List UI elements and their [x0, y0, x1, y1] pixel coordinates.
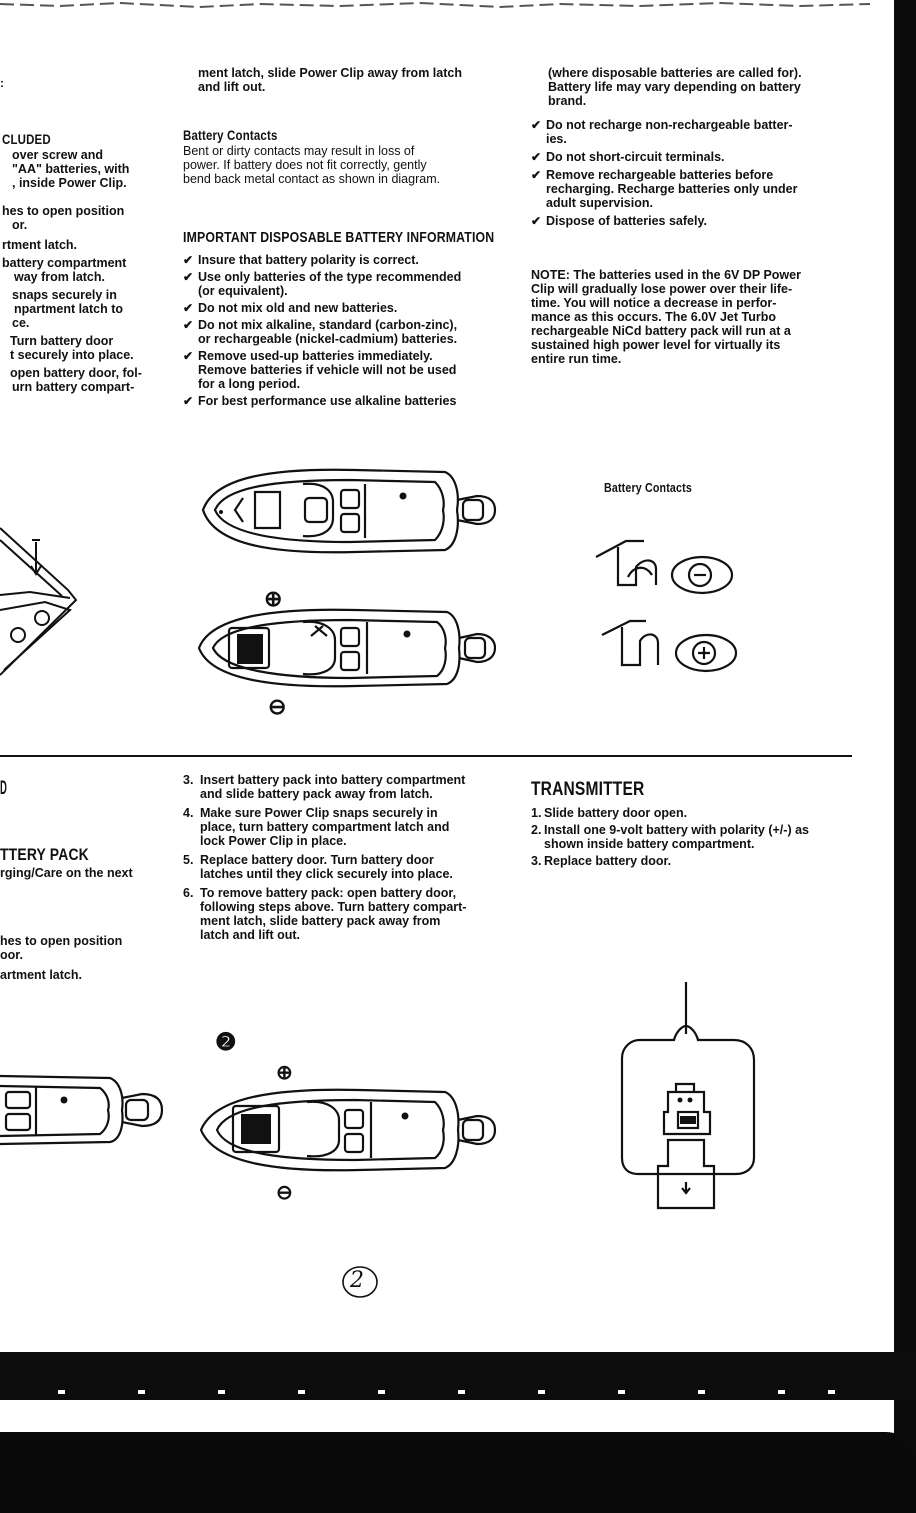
- disposable-battery-list: [183, 253, 513, 408]
- col1-bottom-heading: D: [0, 778, 7, 799]
- col2-bottom-steps: [183, 773, 523, 942]
- col1-bottom-text: [0, 866, 170, 982]
- text-line: Remove used-up batteries immediately.: [198, 349, 433, 363]
- text-line: Bent or dirty contacts may result in loss of: [183, 144, 415, 158]
- text-line: oor.: [0, 948, 23, 962]
- list-item: [531, 118, 861, 146]
- text-line: latch and lift out.: [200, 928, 300, 942]
- col3-bullets: [531, 118, 861, 228]
- text-line: and slide battery pack away from latch.: [200, 787, 433, 801]
- boat-battery-pack-illustration: [195, 1082, 515, 1178]
- text-line: Slide battery door open.: [544, 806, 688, 820]
- battery-contacts-text: [183, 144, 513, 186]
- text-line: or rechargeable (nickel-cadmium) batteries.: [198, 332, 458, 346]
- text-line: Use only batteries of the type recommended: [198, 270, 462, 284]
- text-line: Insert battery pack into battery compartment: [200, 773, 466, 787]
- text-line: rging/Care on the next: [0, 866, 133, 880]
- text-line: Battery life may vary depending on battery: [548, 80, 801, 94]
- text-line: Do not mix old and new batteries.: [198, 301, 398, 315]
- col1-top-text: [2, 148, 172, 394]
- page-number: 2: [350, 1268, 364, 1293]
- check-icon: ✔: [531, 168, 542, 182]
- list-item: [183, 773, 523, 801]
- check-icon: ✔: [183, 394, 194, 408]
- text-line: time. You will notice a decrease in perfor-: [531, 296, 777, 310]
- check-icon: ✔: [183, 301, 194, 315]
- text-line: Do not mix alkaline, standard (carbon-zinc),: [198, 318, 458, 332]
- list-item: [183, 253, 513, 267]
- boat-top-view-illustration: [185, 462, 515, 562]
- col2-top: [198, 66, 518, 94]
- text-line: recharging. Recharge batteries only under: [546, 182, 798, 196]
- list-item: [183, 349, 513, 391]
- list-item: [531, 168, 861, 210]
- text-line: lock Power Clip in place.: [200, 834, 347, 848]
- text-line: brand.: [548, 94, 587, 108]
- text-line: To remove battery pack: open battery door,: [200, 886, 457, 900]
- plus-symbol: ⊕: [276, 1062, 293, 1084]
- text-line: Replace battery door.: [544, 854, 672, 868]
- text-line: hes to open position: [0, 934, 123, 948]
- step-number: 6.: [183, 886, 194, 900]
- transmitter-illustration: [618, 982, 768, 1232]
- note-paragraph: [531, 268, 861, 366]
- text-line: Make sure Power Clip snaps securely in: [200, 806, 438, 820]
- battery-contacts-illustration: [596, 535, 746, 685]
- scan-dots: [0, 1390, 916, 1394]
- text-line: Do not short-circuit terminals.: [546, 150, 725, 164]
- list-item: [183, 318, 513, 346]
- text-line: latches until they click securely into place.: [200, 867, 453, 881]
- check-icon: ✔: [531, 150, 542, 164]
- text-line: npartment latch to: [14, 302, 124, 316]
- boat-battery-compartment-illustration: [185, 604, 515, 694]
- list-item: [531, 823, 871, 851]
- text-line: t securely into place.: [10, 348, 134, 362]
- check-icon: ✔: [183, 349, 194, 363]
- step-number: 5.: [183, 853, 194, 867]
- text-line: ies.: [546, 132, 567, 146]
- scan-right-border: [894, 0, 916, 1513]
- check-icon: ✔: [531, 214, 542, 228]
- disposable-battery-heading: IMPORTANT DISPOSABLE BATTERY INFORMATION: [183, 229, 495, 246]
- text-line: rtment latch.: [2, 238, 78, 252]
- list-item: [531, 214, 861, 228]
- text-line: Replace battery door. Turn battery door: [200, 853, 434, 867]
- text-line: battery compartment: [2, 256, 127, 270]
- list-item: [531, 150, 861, 164]
- text-line: sustained high power level for virtually its: [531, 338, 781, 352]
- section-divider: [0, 755, 852, 757]
- power-clip-illustration: [0, 500, 110, 670]
- text-line: "AA" batteries, with: [12, 162, 130, 176]
- step-number: 4.: [183, 806, 194, 820]
- step-number: 1.: [531, 806, 542, 820]
- list-item: [531, 806, 871, 820]
- list-item: [183, 853, 523, 881]
- list-item: [183, 301, 513, 315]
- text-line: ment latch, slide Power Clip away from latch: [198, 66, 462, 80]
- boat-partial-illustration: [0, 1070, 175, 1150]
- check-icon: ✔: [531, 118, 542, 132]
- list-item: [183, 394, 513, 408]
- list-item: [183, 886, 523, 942]
- step-number: 3.: [183, 773, 194, 787]
- text-line: or.: [12, 218, 28, 232]
- text-line: Remove rechargeable batteries before: [546, 168, 774, 182]
- text-line: and lift out.: [198, 80, 266, 94]
- scan-noise-top: [0, 0, 880, 10]
- battery-pack-heading: TTERY PACK: [0, 845, 89, 864]
- check-icon: ✔: [183, 270, 194, 284]
- step-2-marker: ❷: [215, 1029, 237, 1056]
- text-line: For best performance use alkaline batteries: [198, 394, 457, 408]
- list-item: [183, 806, 523, 848]
- minus-symbol: ⊖: [268, 694, 287, 719]
- text-line: way from latch.: [14, 270, 105, 284]
- col3-top: [548, 66, 868, 108]
- text-line: over screw and: [12, 148, 104, 162]
- text-line: Install one 9-volt battery with polarity (+/-) as: [544, 823, 809, 837]
- text-line: open battery door, fol-: [10, 366, 142, 380]
- battery-contacts-figure-title: Battery Contacts: [604, 480, 692, 495]
- text-line: Remove batteries if vehicle will not be used: [198, 363, 457, 377]
- text-line: Do not recharge non-rechargeable batter-: [546, 118, 793, 132]
- transmitter-steps: [531, 806, 871, 868]
- text-line: snaps securely in: [12, 288, 117, 302]
- included-heading: CLUDED: [2, 131, 51, 147]
- step-number: 3.: [531, 854, 542, 868]
- text-line: ment latch, slide battery pack away from: [200, 914, 441, 928]
- text-line: for a long period.: [198, 377, 301, 391]
- text-line: following steps above. Turn battery compart-: [200, 900, 467, 914]
- plus-symbol: ⊕: [264, 586, 283, 611]
- text-line: mance as this occurs. The 6.0V Jet Turbo: [531, 310, 776, 324]
- text-line: artment latch.: [0, 968, 82, 982]
- list-item: [531, 854, 871, 868]
- text-line: Turn battery door: [10, 334, 114, 348]
- scan-bottom-shadow: [0, 1432, 916, 1513]
- col1-top-mark: :: [0, 76, 4, 90]
- check-icon: ✔: [183, 318, 194, 332]
- text-line: shown inside battery compartment.: [544, 837, 755, 851]
- check-icon: ✔: [183, 253, 194, 267]
- list-item: [183, 270, 513, 298]
- text-line: urn battery compart-: [12, 380, 135, 394]
- text-line: Insure that battery polarity is correct.: [198, 253, 419, 267]
- text-line: power. If battery does not fit correctly, gently: [183, 158, 427, 172]
- text-line: bend back metal contact as shown in diagram.: [183, 172, 441, 186]
- text-line: hes to open position: [2, 204, 125, 218]
- text-line: ce.: [12, 316, 30, 330]
- text-line: (where disposable batteries are called for).: [548, 66, 802, 80]
- transmitter-heading: TRANSMITTER: [531, 779, 645, 800]
- text-line: Clip will gradually lose power over their life-: [531, 282, 793, 296]
- step-number: 2.: [531, 823, 542, 837]
- text-line: (or equivalent).: [198, 284, 288, 298]
- text-line: entire run time.: [531, 352, 622, 366]
- text-line: , inside Power Clip.: [12, 176, 127, 190]
- text-line: NOTE: The batteries used in the 6V DP Power: [531, 268, 801, 282]
- battery-contacts-heading: Battery Contacts: [183, 127, 278, 143]
- text-line: Dispose of batteries safely.: [546, 214, 707, 228]
- minus-symbol: ⊖: [276, 1182, 293, 1204]
- text-line: rechargeable NiCd battery pack will run at a: [531, 324, 791, 338]
- text-line: adult supervision.: [546, 196, 653, 210]
- text-line: place, turn battery compartment latch and: [200, 820, 450, 834]
